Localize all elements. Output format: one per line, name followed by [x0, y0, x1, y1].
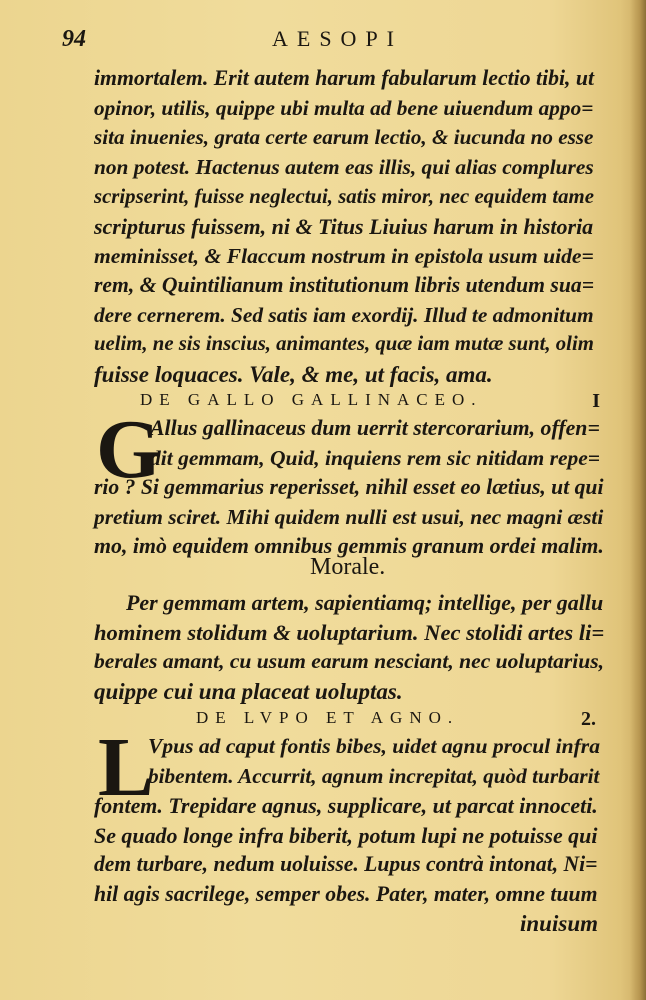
catchword: inuisum	[520, 911, 598, 937]
intro-paragraph	[94, 64, 594, 390]
text-line: Se quado longe infra biberit, potum lupi ne potuisse qui	[94, 822, 598, 848]
text-line: opinor, utilis, quippe ubi multa ad bene uiuendum appo=	[94, 95, 594, 120]
text-line: scripturus fuissem, ni & Titus Liuius harum in historia	[94, 213, 594, 239]
drop-cap: L	[98, 721, 155, 814]
drop-cap: G	[96, 403, 162, 496]
text-line: hil agis sacrilege, semper obes. Pater, mater, omne tuum	[94, 881, 598, 906]
text-line: uelim, ne sis inscius, animantes, quæ iam mutæ sunt, olim	[94, 333, 594, 356]
fable-text-indented	[150, 414, 600, 473]
text-line: Allus gallinaceus dum uerrit stercorarium, offen=	[150, 416, 600, 440]
text-line: pretium sciret. Mihi quidem nulli est usui, nec magni æsti	[94, 504, 604, 529]
text-line: Per gemmam artem, sapientiamq; intellige, per gallu	[126, 590, 604, 615]
text-line: quippe cui una placeat uoluptas.	[94, 678, 403, 704]
text-line: scripserint, fuisse neglectui, satis miror, nec equidem tame	[94, 185, 594, 209]
page-number: 94	[62, 26, 86, 52]
text-line: fuisse loquaces. Vale, & me, ut facis, ama.	[94, 361, 493, 387]
text-line: hominem stolidum & uoluptarium. Nec stolidi artes li=	[94, 619, 605, 645]
fable-number: 2.	[581, 708, 596, 730]
text-line: meminisset, & Flaccum nostrum in epistola usum uide=	[94, 243, 594, 268]
running-title: AESOPI	[272, 26, 404, 51]
text-line: dere cernerem. Sed satis iam exordij. Illud te admonitum	[94, 302, 594, 327]
text-line: rem, & Quintilianum institutionum libris utendum sua=	[94, 273, 595, 298]
text-line: dem turbare, nedum uoluisse. Lupus contrà intonat, Ni=	[94, 852, 598, 877]
fable-title-text: DE LVPO ET AGNO.	[196, 708, 460, 727]
fable-title-text: DE GALLO GALLINACEO.	[140, 390, 483, 409]
moral-text	[94, 588, 604, 706]
text-line: immortalem. Erit autem harum fabularum lectio tibi, ut	[94, 66, 595, 90]
fable-text-indented	[148, 732, 600, 791]
text-line: fontem. Trepidare agnus, supplicare, ut parcat innoceti.	[94, 793, 598, 818]
moral-heading: Morale.	[310, 554, 386, 580]
text-line: Vpus ad caput fontis bibes, uidet agnu procul infra	[148, 734, 600, 758]
text-line: dit gemmam, Quid, inquiens rem sic nitidam repe=	[150, 445, 601, 470]
text-line: mo, imò equidem omnibus gemmis granum ordei malim.	[94, 534, 604, 559]
text-line: sita inuenies, grata certe earum lectio, & iucunda no esse	[94, 125, 594, 150]
page-header	[62, 24, 582, 56]
text-line: rio ? Si gemmarius reperisset, nihil esset eo lætius, ut qui	[94, 475, 604, 499]
fable-text	[94, 791, 598, 939]
page-edge-shadow	[630, 0, 646, 1000]
fable-number: I	[592, 390, 600, 412]
text-line: bibentem. Accurrit, agnum increpitat, quòd turbarit	[148, 763, 600, 788]
fable-text	[94, 473, 604, 562]
text-line: non potest. Hactenus autem eas illis, qui alias complures	[94, 154, 594, 179]
text-line: berales amant, cu usum earum nesciant, nec uoluptarius,	[94, 649, 605, 674]
